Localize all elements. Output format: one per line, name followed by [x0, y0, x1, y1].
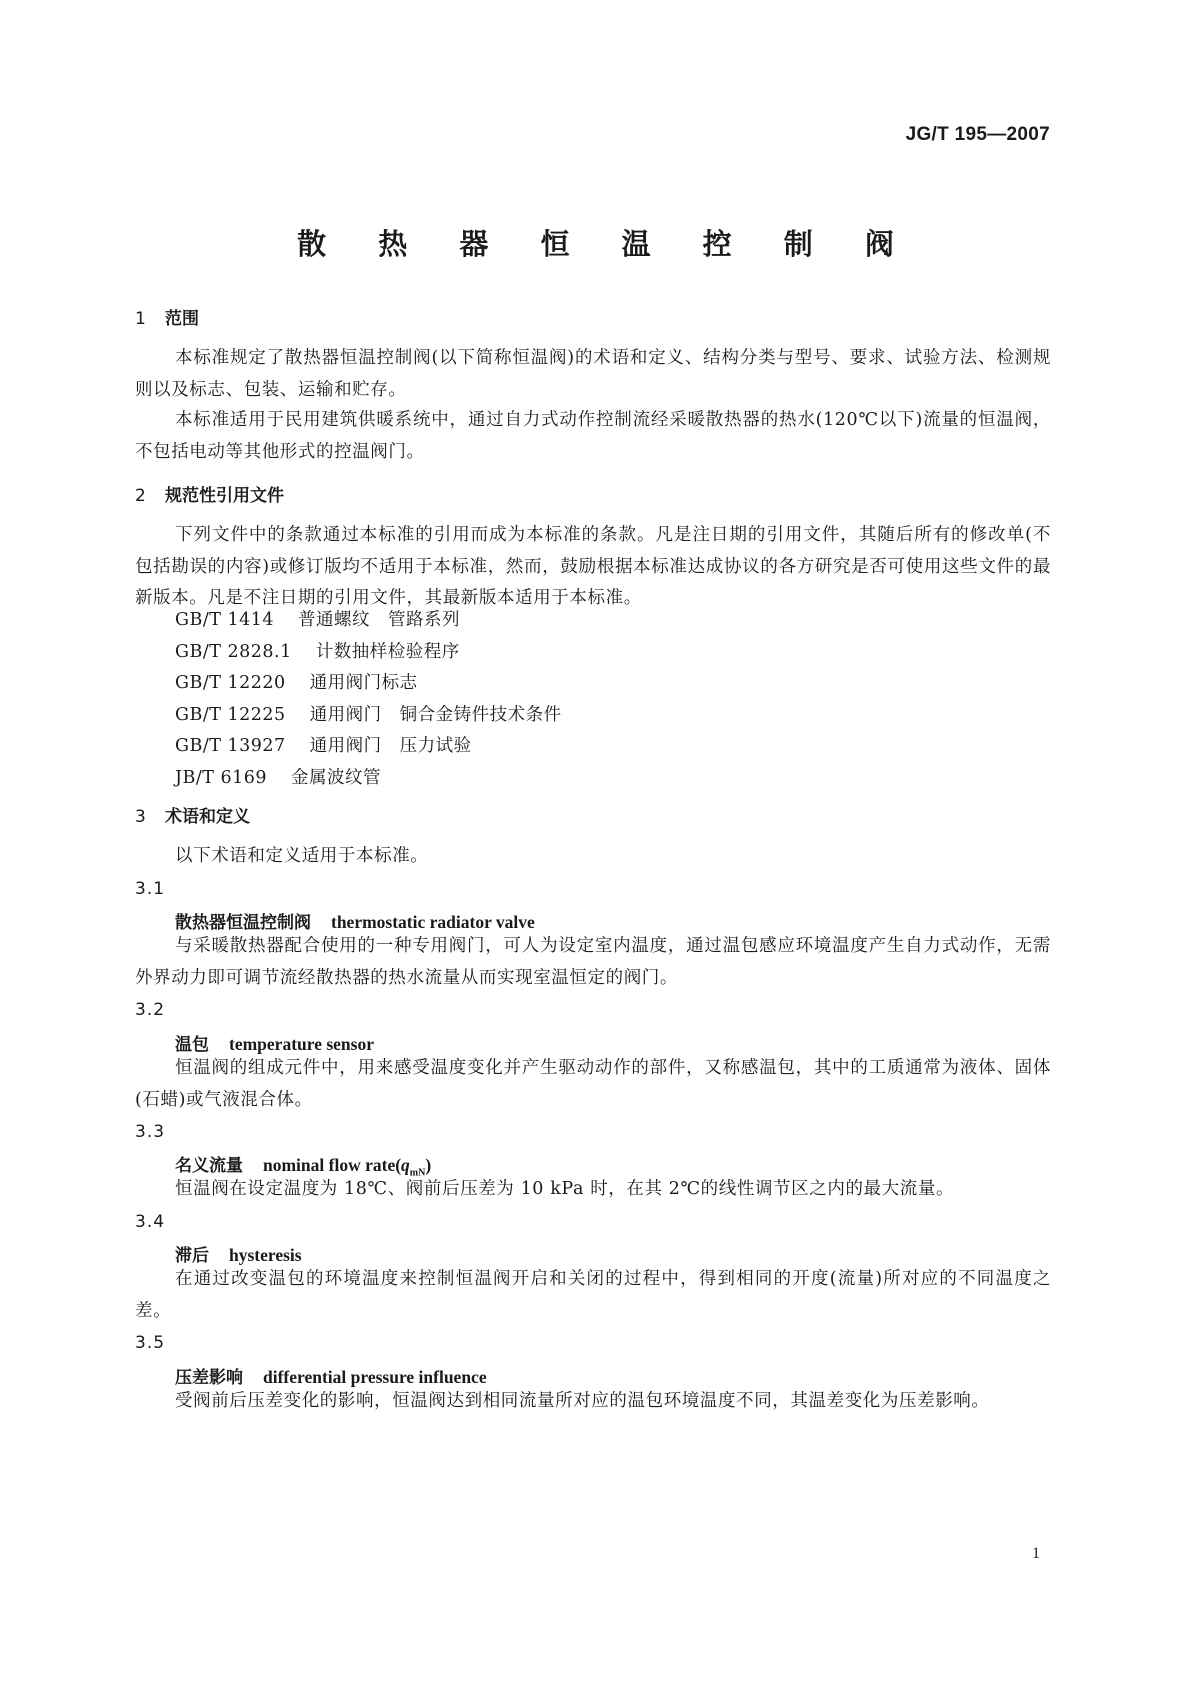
term-chinese: 散热器恒温控制阀 [175, 913, 311, 933]
section-heading-normative-references [135, 481, 1055, 506]
section-heading-scope [135, 304, 1055, 329]
term-symbol-subscript: mN [409, 1167, 426, 1179]
term-english-close: ) [425, 1155, 432, 1175]
term-definition: 在通过改变温包的环境温度来控制恒温阀开启和关闭的过程中，得到相同的开度(流量)所对应的不同温度之差。 [135, 1269, 1051, 1321]
section-number: 1 [135, 309, 146, 329]
term-heading [175, 908, 535, 933]
term-symbol: q [401, 1155, 410, 1175]
reference-title: 计数抽样检验程序 [315, 641, 460, 662]
reference-code: GB/T 2828.1 [175, 641, 292, 662]
reference-item [175, 700, 1035, 732]
term-english: hysteresis [229, 1245, 302, 1265]
clause-number: 3.4 [135, 1212, 166, 1232]
section-heading-terms-definitions [135, 802, 1055, 827]
reference-list [175, 605, 1035, 794]
term-english: temperature sensor [229, 1034, 374, 1054]
reference-item [175, 637, 1035, 669]
reference-title: 金属波纹管 [291, 767, 382, 788]
reference-code: GB/T 13927 [175, 736, 286, 756]
reference-item [175, 605, 1035, 637]
standard-code: JG/T 195—2007 [905, 124, 1050, 145]
reference-code: JB/T 6169 [175, 767, 268, 788]
reference-item [175, 731, 1035, 763]
reference-title: 普通螺纹 管路系列 [298, 610, 461, 630]
term-chinese: 温包 [175, 1035, 209, 1055]
term-chinese: 滞后 [175, 1246, 209, 1266]
reference-title: 通用阀门标志 [309, 673, 418, 693]
section-title: 术语和定义 [165, 807, 250, 827]
term-definition: 恒温阀在设定温度为 18℃、阀前后压差为 10 kPa 时，在其 2℃的线性调节区之内的最大流量。 [175, 1179, 955, 1199]
section-number: 2 [135, 486, 146, 506]
reference-item [175, 668, 1035, 700]
term-chinese: 压差影响 [175, 1368, 243, 1388]
term-english [263, 1155, 432, 1179]
term-english: differential pressure influence [263, 1367, 487, 1387]
clause-number: 3.1 [135, 879, 166, 899]
section-number: 3 [135, 807, 146, 827]
term-chinese: 名义流量 [175, 1156, 243, 1176]
reference-title: 通用阀门 铜合金铸件技术条件 [309, 704, 562, 725]
scope-paragraph-1: 本标准规定了散热器恒温控制阀(以下简称恒温阀)的术语和定义、结构分类与型号、要求、试验方法、检测规则以及标志、包装、运输和贮存。 [135, 348, 1051, 400]
document-title: 散 热 器 恒 温 控 制 阀 [297, 227, 915, 261]
section-title: 范围 [165, 309, 199, 329]
term-english-text: nominal flow rate( [263, 1155, 402, 1175]
term-heading [175, 1241, 302, 1266]
section-title: 规范性引用文件 [165, 486, 284, 506]
page-number: 1 [1032, 1545, 1040, 1562]
terms-intro-paragraph: 以下术语和定义适用于本标准。 [175, 846, 429, 866]
clause-number: 3.5 [135, 1333, 166, 1353]
term-definition: 与采暖散热器配合使用的一种专用阀门，可人为设定室内温度，通过温包感应环境温度产生自力式动作，无需外界动力即可调节流经散热器的热水流量从而实现室温恒定的阀门。 [135, 936, 1051, 988]
scope-paragraph-2: 本标准适用于民用建筑供暖系统中，通过自力式动作控制流经采暖散热器的热水(120℃以下)流量的恒温阀，不包括电动等其他形式的控温阀门。 [135, 410, 1051, 462]
term-english: thermostatic radiator valve [331, 912, 535, 932]
clause-number: 3.2 [135, 1000, 166, 1020]
reference-code: GB/T 12220 [175, 673, 286, 693]
term-definition: 恒温阀的组成元件中，用来感受温度变化并产生驱动动作的部件，又称感温包，其中的工质通常为液体、固体(石蜡)或气液混合体。 [135, 1058, 1051, 1110]
reference-code: GB/T 1414 [175, 610, 275, 630]
term-heading [175, 1030, 374, 1055]
reference-code: GB/T 12225 [175, 704, 286, 725]
clause-number: 3.3 [135, 1122, 166, 1142]
references-intro-paragraph: 下列文件中的条款通过本标准的引用而成为本标准的条款。凡是注日期的引用文件，其随后所有的修改单(不包括勘误的内容)或修订版均不适用于本标准，然而，鼓励根据本标准达成协议的各方研究是否可使用这些文件的最新版本。凡是不注日期的引用文件，其最新版本适用于本标准。 [135, 525, 1051, 608]
term-definition: 受阀前后压差变化的影响，恒温阀达到相同流量所对应的温包环境温度不同，其温差变化为压差影响。 [175, 1391, 990, 1411]
reference-item [175, 763, 1035, 795]
term-heading [175, 1363, 487, 1388]
reference-title: 通用阀门 压力试验 [309, 736, 472, 756]
